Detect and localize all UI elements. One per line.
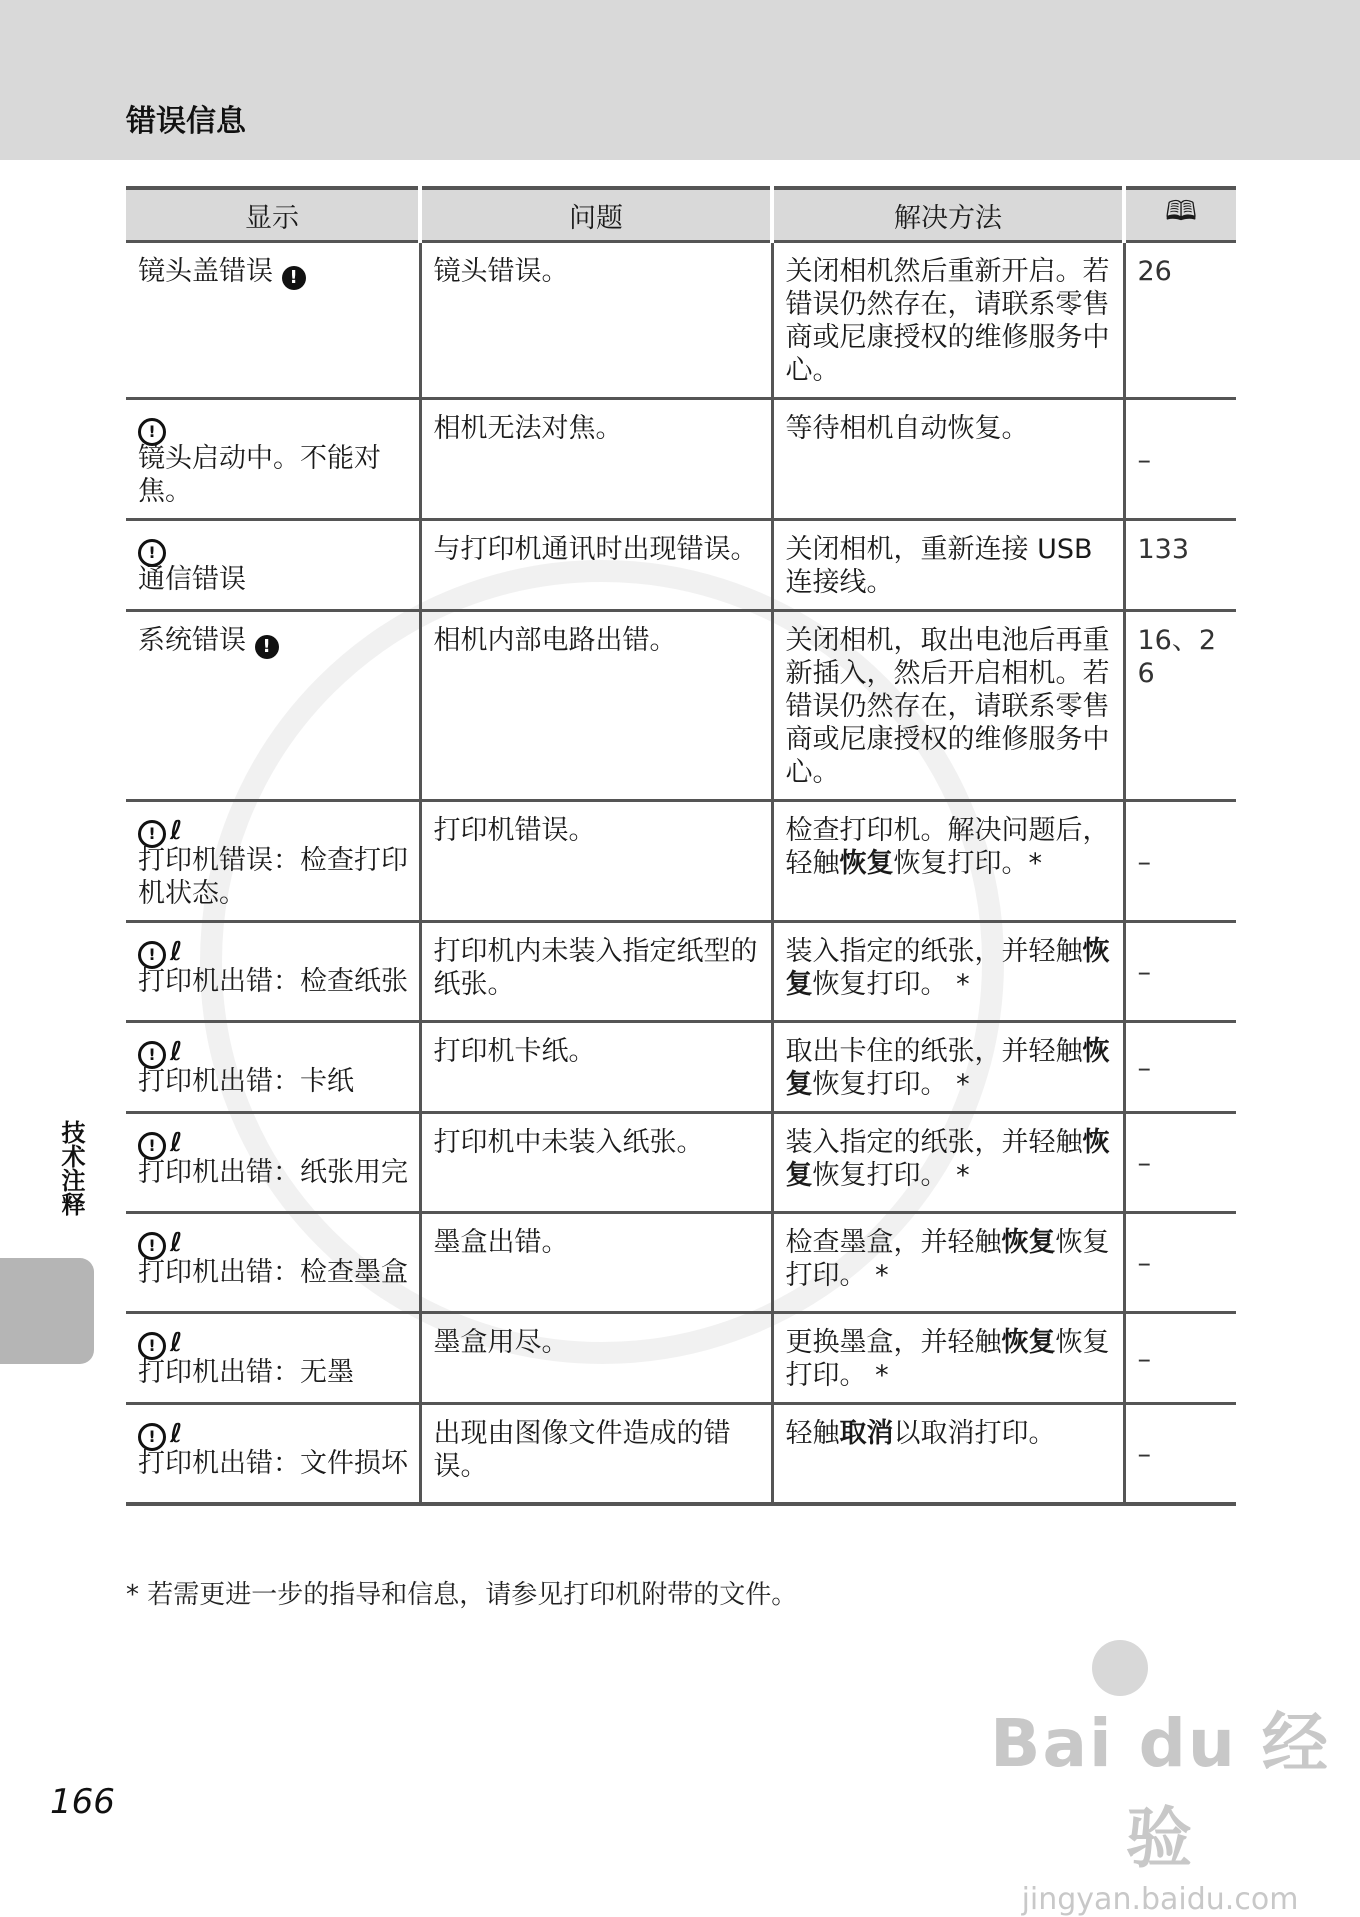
- problem-cell: 镜头错误。: [420, 242, 772, 399]
- table-row: [126, 1313, 1236, 1404]
- table-row: [126, 611, 1236, 801]
- reference-cell: 16、26: [1124, 611, 1236, 801]
- display-text: 打印机出错：检查纸张: [138, 966, 408, 997]
- display-cell: [126, 1313, 420, 1404]
- reference-cell: –: [1124, 1213, 1236, 1313]
- display-text: 通信错误: [138, 564, 246, 595]
- display-cell: [126, 399, 420, 520]
- resume-keyword: 恢复: [1001, 1327, 1056, 1358]
- reference-cell: –: [1124, 1113, 1236, 1213]
- reference-cell: –: [1124, 801, 1236, 922]
- solution-cell: 检查墨盒，并轻触恢复恢复打印。 *: [772, 1213, 1124, 1313]
- display-text: 镜头盖错误: [138, 256, 273, 287]
- reference-cell: –: [1124, 922, 1236, 1022]
- cancel-keyword: 取消: [839, 1418, 894, 1449]
- reference-cell: 26: [1124, 242, 1236, 399]
- display-text: 打印机出错：卡纸: [138, 1066, 354, 1097]
- table-row: [126, 1113, 1236, 1213]
- problem-cell: 打印机中未装入纸张。: [420, 1113, 772, 1213]
- column-header-problem: 问题: [420, 188, 772, 242]
- table-row: [126, 520, 1236, 611]
- problem-cell: 相机内部电路出错。: [420, 611, 772, 801]
- baidu-watermark-url: jingyan.baidu.com: [1021, 1882, 1299, 1917]
- printer-icon: ℓ: [170, 1328, 183, 1358]
- display-cell: [126, 611, 420, 801]
- problem-cell: 与打印机通讯时出现错误。: [420, 520, 772, 611]
- table-row: [126, 1022, 1236, 1113]
- warning-icon: !: [138, 820, 166, 848]
- side-tab: [0, 1258, 94, 1364]
- table-header-row: [126, 188, 1236, 242]
- display-cell: [126, 1404, 420, 1504]
- column-header-solution: 解决方法: [772, 188, 1124, 242]
- baidu-watermark-brand: Bai du 经验: [990, 1705, 1330, 1877]
- display-cell: [126, 1213, 420, 1313]
- display-text: 打印机错误：检查打印机状态。: [138, 845, 408, 909]
- reference-cell: –: [1124, 1022, 1236, 1113]
- display-cell: [126, 801, 420, 922]
- solution-cell: 等待相机自动恢复。: [772, 399, 1124, 520]
- warning-icon: !: [138, 539, 166, 567]
- alert-icon: !: [282, 266, 306, 290]
- display-text: 打印机出错：纸张用完: [138, 1157, 408, 1188]
- page-title: 错误信息: [126, 104, 246, 139]
- baidu-paw-icon: [1092, 1640, 1148, 1696]
- page-number: 166: [50, 1782, 115, 1822]
- solution-cell: 取出卡住的纸张，并轻触恢复恢复打印。 *: [772, 1022, 1124, 1113]
- side-tab-label: 技术注释: [57, 1120, 85, 1216]
- resume-keyword: 恢复: [1001, 1227, 1056, 1258]
- warning-icon: !: [138, 418, 166, 446]
- display-cell: [126, 922, 420, 1022]
- table-row: [126, 922, 1236, 1022]
- warning-icon: !: [138, 1041, 166, 1069]
- solution-cell: 检查打印机。解决问题后，轻触恢复恢复打印。*: [772, 801, 1124, 922]
- table-row: [126, 242, 1236, 399]
- solution-cell: 装入指定的纸张，并轻触恢复恢复打印。 *: [772, 1113, 1124, 1213]
- display-text: 打印机出错：文件损坏: [138, 1448, 408, 1479]
- problem-cell: 打印机内未装入指定纸型的纸张。: [420, 922, 772, 1022]
- printer-icon: ℓ: [170, 1037, 183, 1067]
- printer-icon: ℓ: [170, 1228, 183, 1258]
- problem-cell: 打印机卡纸。: [420, 1022, 772, 1113]
- display-text: 打印机出错：检查墨盒: [138, 1257, 408, 1288]
- problem-cell: 墨盒用尽。: [420, 1313, 772, 1404]
- display-text: 系统错误: [138, 625, 246, 656]
- resume-keyword: 恢复: [785, 1036, 1110, 1100]
- table-row: [126, 1213, 1236, 1313]
- alert-icon: !: [255, 635, 279, 659]
- display-text: 打印机出错：无墨: [138, 1357, 354, 1388]
- display-cell: [126, 1113, 420, 1213]
- baidu-watermark: [960, 1690, 1360, 1917]
- table-row: [126, 1404, 1236, 1504]
- resume-keyword: 恢复: [785, 1127, 1110, 1191]
- printer-icon: ℓ: [170, 937, 183, 967]
- warning-icon: !: [138, 1423, 166, 1451]
- printer-icon: ℓ: [170, 816, 183, 846]
- column-header-reference-book-icon: 🕮: [1124, 188, 1236, 242]
- display-cell: [126, 1022, 420, 1113]
- reference-cell: –: [1124, 1404, 1236, 1504]
- table-row: [126, 399, 1236, 520]
- warning-icon: !: [138, 1232, 166, 1260]
- problem-cell: 墨盒出错。: [420, 1213, 772, 1313]
- reference-cell: –: [1124, 1313, 1236, 1404]
- footnote: * 若需更进一步的指导和信息，请参见打印机附带的文件。: [126, 1580, 798, 1610]
- resume-keyword: 恢复: [839, 848, 894, 879]
- warning-icon: !: [138, 1132, 166, 1160]
- warning-icon: !: [138, 1332, 166, 1360]
- reference-cell: –: [1124, 399, 1236, 520]
- solution-cell: 关闭相机，重新连接 USB 连接线。: [772, 520, 1124, 611]
- solution-cell: 轻触取消以取消打印。: [772, 1404, 1124, 1504]
- problem-cell: 相机无法对焦。: [420, 399, 772, 520]
- solution-cell: 更换墨盒，并轻触恢复恢复打印。 *: [772, 1313, 1124, 1404]
- reference-cell: 133: [1124, 520, 1236, 611]
- display-text: 镜头启动中。不能对焦。: [138, 443, 381, 507]
- solution-cell: 关闭相机然后重新开启。若错误仍然存在，请联系零售商或尼康授权的维修服务中心。: [772, 242, 1124, 399]
- display-cell: [126, 242, 420, 399]
- warning-icon: !: [138, 941, 166, 969]
- problem-cell: 打印机错误。: [420, 801, 772, 922]
- problem-cell: 出现由图像文件造成的错误。: [420, 1404, 772, 1504]
- printer-icon: ℓ: [170, 1419, 183, 1449]
- solution-cell: 关闭相机，取出电池后再重新插入，然后开启相机。若错误仍然存在，请联系零售商或尼康授权的维修服务中心。: [772, 611, 1124, 801]
- resume-keyword: 恢复: [785, 936, 1110, 1000]
- table-row: [126, 801, 1236, 922]
- error-message-table: [126, 186, 1236, 1506]
- solution-cell: 装入指定的纸张，并轻触恢复恢复打印。 *: [772, 922, 1124, 1022]
- column-header-display: 显示: [126, 188, 420, 242]
- printer-icon: ℓ: [170, 1128, 183, 1158]
- display-cell: [126, 520, 420, 611]
